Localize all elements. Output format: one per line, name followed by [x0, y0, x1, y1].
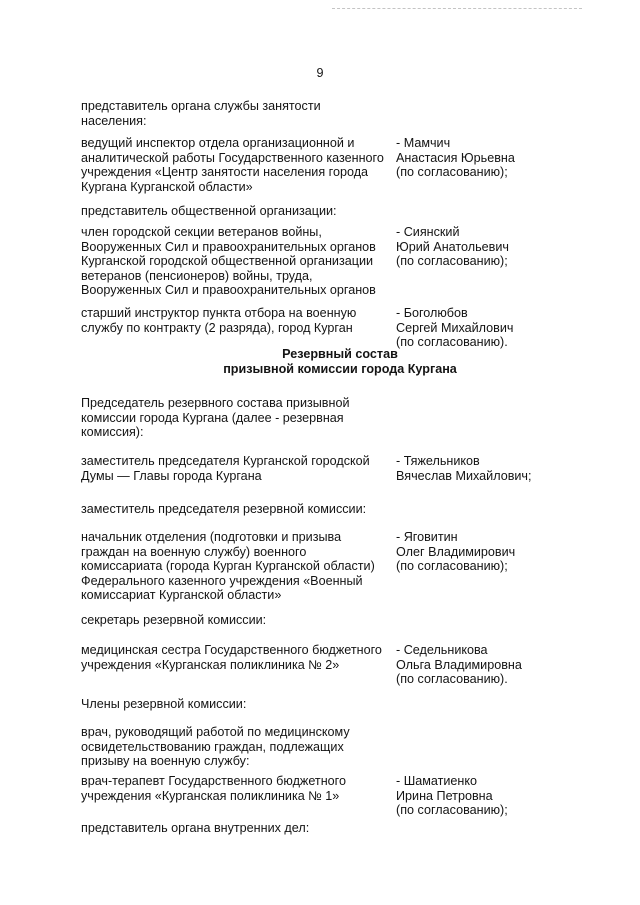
member-siyansky: - Сиянский Юрий Анатольевич (по согласованию); — [396, 225, 509, 269]
member-tyazhelnikov: - Тяжельников Вячеслав Михайлович; — [396, 454, 532, 483]
member-bogolyubov: - Боголюбов Сергей Михайлович (по согласованию). — [396, 306, 514, 350]
label-reserve-members: Члены резервной комиссии: — [81, 697, 247, 711]
label-public-organization: представитель общественной организации: — [81, 204, 337, 218]
page-number: 9 — [316, 66, 324, 80]
position-therapist-clinic-1: врач-терапевт Государственного бюджетного учреждения «Курганская поликлиника № 1» — [81, 774, 346, 803]
label-reserve-secretary: секретарь резервной комиссии: — [81, 613, 267, 627]
member-sedelnikova: - Седельникова Ольга Владимировна (по согласованию). — [396, 643, 522, 687]
position-military-commissariat-head: начальник отделения (подготовки и призыва граждан на военную службу) военного комиссариата (города Курган Курганской области) Федерального казенного учреждения «Военный комиссариат Курганской области» — [81, 530, 375, 603]
member-yagovitin: - Яговитин Олег Владимирович (по согласованию); — [396, 530, 516, 574]
position-employment-inspector: ведущий инспектор отдела организационной и аналитической работы Государственного казенного учреждения «Центр занятости населения города Кургана Курганской области» — [81, 136, 384, 194]
label-reserve-chairman: Председатель резервного состава призывной комиссии города Кургана (далее - резервная комиссия): — [81, 396, 350, 440]
member-mamchich: - Мамчич Анастасия Юрьевна (по согласованию); — [396, 136, 515, 180]
label-reserve-deputy-chairman: заместитель председателя резервной комиссии: — [81, 502, 367, 516]
member-shamatienko: - Шаматиенко Ирина Петровна (по согласованию); — [396, 774, 508, 818]
position-selection-instructor: старший инструктор пункта отбора на военную службу по контракту (2 разряда), город Курган — [81, 306, 357, 335]
label-internal-affairs-representative: представитель органа внутренних дел: — [81, 821, 310, 835]
label-medical-supervisor: врач, руководящий работой по медицинскому освидетельствованию граждан, подлежащих призыву на военную службу: — [81, 725, 350, 769]
position-nurse-clinic-2: медицинская сестра Государственного бюджетного учреждения «Курганская поликлиника № 2» — [81, 643, 382, 672]
position-duma-deputy: заместитель председателя Курганской городской Думы — Главы города Кургана — [81, 454, 370, 483]
position-veterans-member: член городской секции ветеранов войны, Вооруженных Сил и правоохранительных органов Курганской городской общественной организации ветеранов (пенсионеров) войны, труда, Вооруженных Сил и правоохранительных органов — [81, 225, 376, 298]
label-employment-representative: представитель органа службы занятости населения: — [81, 99, 321, 128]
scan-edge-marks — [332, 8, 582, 10]
section-title-reserve: Резервный состав призывной комиссии города Кургана — [223, 347, 457, 376]
